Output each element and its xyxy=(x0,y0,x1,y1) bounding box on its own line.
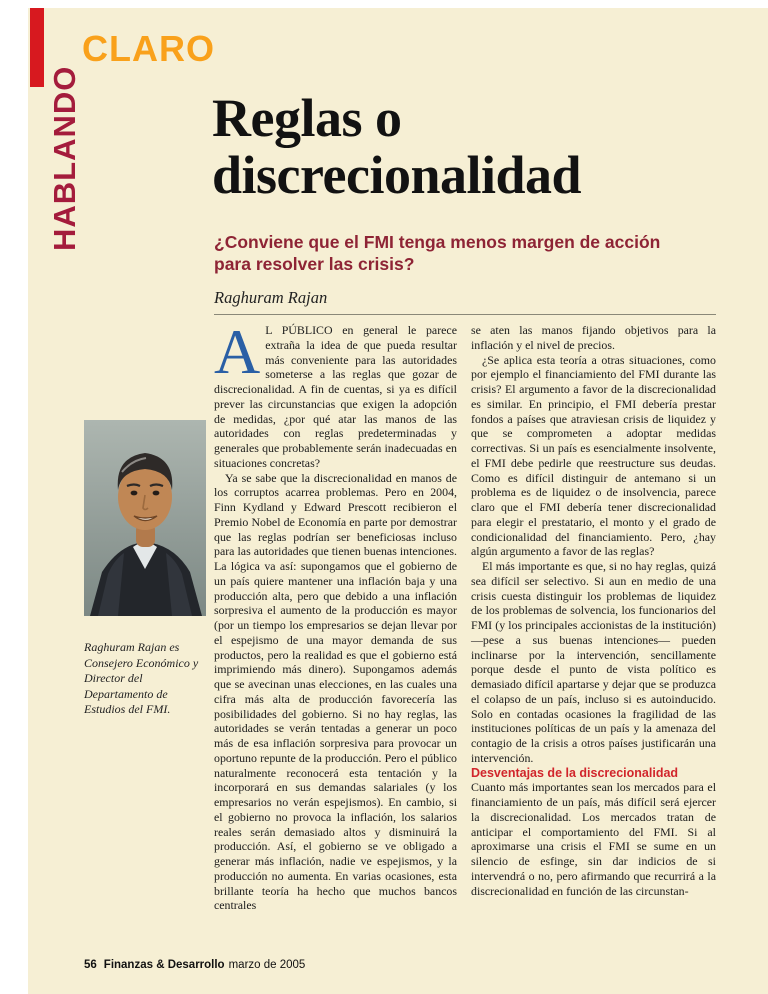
column-kicker-vertical: HABLANDO xyxy=(47,65,82,251)
article-title xyxy=(212,90,581,204)
page-footer xyxy=(84,959,305,971)
page-number: 56 xyxy=(84,959,97,971)
magazine-title: Finanzas & Desarrollo xyxy=(103,959,225,971)
paragraph: ¿Se aplica esta teoría a otras situaciones, como por ejemplo el financiamiento del FMI durante las crisis? El argumento a favor de la discrecionalidad es similar. En principio, el FMI debería prestar fondos a países que atraviesan crisis de liquidez y que se comprometen a adoptar medidas correctivas. Si un país es esencialmente insolvente, el FMI debe pedirle que reestructure sus deudas. Como es difícil distinguir de antemano si un problema es de liquidez o de insolvencia, parece claro que el FMI debería tener discrecionalidad para elegir el prestatario, el monto y el grado de condicionalidad del financiamiento. Pero, ¿hay algún argumento a favor de las reglas? xyxy=(471,352,716,559)
divider-rule xyxy=(214,314,716,315)
article-title-line1: Reglas o xyxy=(212,88,402,148)
column-kicker-horizontal: CLARO xyxy=(82,28,215,69)
section-subhead: Desventajas de la discrecionalidad xyxy=(471,765,679,780)
photo-caption: Raghuram Rajan es Consejero Económico y Director del Departamento de Estudios del FMI. xyxy=(84,640,199,716)
article-title-line2: discrecionalidad xyxy=(212,145,582,205)
author-portrait-photo xyxy=(84,420,206,616)
issue-date: marzo de 2005 xyxy=(228,959,306,971)
paragraph: Ya se sabe que la discrecionalidad en manos de los corruptos acarrea problemas. Pero en 2004, Finn Kydland y Edward Prescott recibieron el Premio Nobel de Economía en parte por demostrar que las reglas podrían ser beneficiosas incluso para las autoridades que tienen buenas intenciones. La lógica va así: supongamos que el gobierno de un país quiere mantener una inflación baja y una producción alta, pero que debido a una inflación sorpresiva el aumento de la producción es mayor (por un tiempo los empresarios se dejan llevar por el espejismo de una mayor demanda de sus productos, pero la realidad es que el gobierno está imprimiendo más dinero). Supongamos además que se avecinan unas elecciones, en las cuales una cifra más alta de producción favorecería las posibilidades del gobierno. Si no hay reglas, las autoridades se verán tentadas a generar un poco más de esa inflación sorpresiva para provocar un oportuno repunte de la producción. Pero el público naturalmente reconocerá esta tentación y la incorporará en sus demandas salariales (y los empresarios no verán espejismos). En cambio, si el gobierno no provoca la inflación, los salarios reales serán demasiado altos y disminuirá la producción. Así, el gobierno se ve obligado a generar más inflación, nadie ve espejismos, y la producción no aumenta. En varias ocasiones, esta brillante teoría ha hecho que muchos bancos centrales xyxy=(214,470,457,913)
paragraph: El más importante es que, si no hay reglas, quizá sea difícil ser selectivo. Si aun en medio de una crisis cuesta distinguir los problemas de liquidez de los problemas de solvencia, los funcionarios del FMI (y los principales accionistas de la institución) —pese a sus buenas intenciones— pueden inclinarse por la intervención, sencillamente porque desde el punto de vista político es demasiado difícil apartarse y dejar que se produzca el colapso de un país, incluso si es autoinducido. Solo en contadas ocasiones la fragilidad de las instituciones políticas de un país y la amenaza del contagio de la crisis a otros países justificarán una intervención. xyxy=(471,559,716,765)
paragraph: se aten las manos fijando objetivos para la inflación y el nivel de precios. xyxy=(471,323,716,352)
paragraph-lead-text: L PÚBLICO en general le parece extraña la idea de que pueda resultar más conveniente para las autoridades someterse a las reglas que gozar de discrecionalidad. A fin de cuentas, si ya es difícil prever las circunstancias que exigen la adopción de medidas, ¿por qué atar las manos de las autoridades con reglas predeterminadas y generales que probablemente serán inadecuadas en situaciones concretas? xyxy=(214,323,457,470)
body-column-left xyxy=(214,316,457,913)
paragraph: Cuanto más importantes sean los mercados para el financiamiento de un país, más difícil será ejercer la discrecionalidad. Los mercados tratan de anticipar el comportamiento del FMI. Si al aproximarse una crisis el FMI se sume en un silencio de esfinge, sin dar indicios de si intervendrá o no, pero afirmando que recurrirá a la discrecionalidad en función de las circunstan- xyxy=(471,780,716,898)
body-column-right xyxy=(471,323,716,898)
dropcap-letter: A xyxy=(214,316,261,387)
author-byline: Raghuram Rajan xyxy=(214,288,328,307)
paragraph-lead xyxy=(214,316,457,471)
red-accent-bar xyxy=(30,8,44,87)
article-subtitle: ¿Conviene que el FMI tenga menos margen de acción para resolver las crisis? xyxy=(214,232,661,274)
